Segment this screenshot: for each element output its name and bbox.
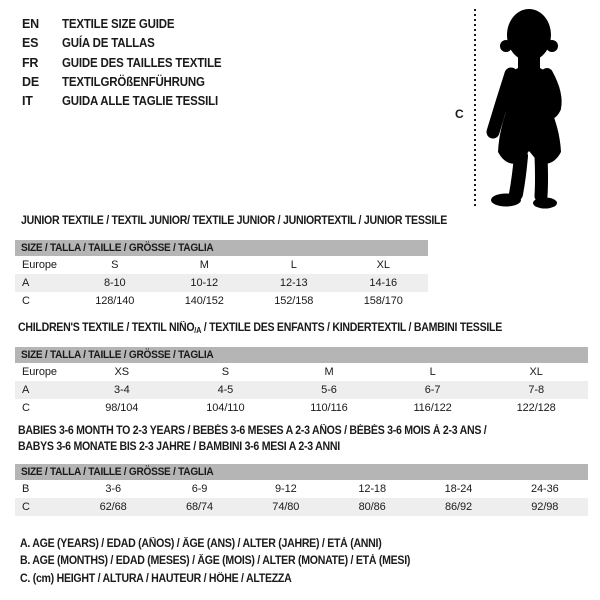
value-cell: 6-7	[424, 384, 441, 396]
footnote-legend	[20, 536, 444, 588]
size-header-bar	[15, 464, 588, 480]
table-row-europe	[15, 363, 588, 381]
value-cell: 5-6	[321, 384, 337, 396]
language-title: TEXTILE SIZE GUIDE	[62, 17, 175, 31]
table-row-age	[15, 274, 428, 292]
size-cell: L	[429, 366, 436, 378]
language-row-es	[22, 34, 235, 53]
value-cell: 12-13	[279, 277, 308, 289]
value-cell: 18-24	[444, 483, 473, 495]
children-title-post: / TEXTILE DES ENFANTS / KINDERTEXTIL / BAMBINI TESSILE	[201, 322, 503, 334]
language-row-fr	[22, 54, 235, 73]
size-header-bar	[15, 240, 428, 256]
section-title-babies-line2: BABYS 3-6 MONATE BIS 2-3 JAHRE / BAMBINI 3-6 MESI A 2-3 ANNI	[18, 440, 340, 453]
children-title-sub: /A	[194, 326, 202, 335]
value-cell: 110/116	[310, 402, 348, 414]
value-cell: 10-12	[190, 277, 219, 289]
size-cell: S	[221, 366, 230, 378]
size-cell: L	[290, 259, 297, 271]
value-cell: 3-4	[113, 384, 130, 396]
language-title-list	[22, 15, 235, 111]
section-title-babies	[18, 424, 527, 455]
value-cell: 104/110	[206, 402, 245, 414]
table-row-months	[15, 480, 588, 498]
babies-size-table	[15, 464, 588, 516]
height-measure-label: C	[455, 107, 464, 121]
language-title: TEXTILGRÖßENFÜHRUNG	[62, 74, 205, 89]
section-title-babies-line1: BABIES 3-6 MONTH TO 2-3 YEARS / BEBÉS 3-6 MESES A 2-3 AÑOS / BÉBÉS 3-6 MOIS À 2-3 ANS /	[18, 425, 487, 437]
value-cell: 140/152	[184, 295, 224, 307]
value-cell: 74/80	[272, 501, 300, 513]
row-label: C	[22, 295, 30, 307]
table-row-europe	[15, 256, 428, 274]
footnote-c	[20, 571, 444, 588]
row-label: C	[22, 402, 30, 414]
footnote-a	[20, 536, 444, 553]
value-cell: 128/140	[95, 295, 135, 307]
footnote-a-text: A. AGE (YEARS) / EDAD (AÑOS) / ÂGE (ANS) / ALTER (JAHRE) / ETÀ (ANNI)	[20, 538, 382, 550]
row-label: A	[22, 384, 30, 396]
value-cell: 3-6	[105, 483, 121, 495]
language-row-en	[22, 15, 235, 34]
children-title-pre: CHILDREN'S TEXTILE / TEXTIL NIÑO	[18, 322, 195, 334]
row-label: A	[22, 277, 30, 289]
footnote-c-text: C. (cm) HEIGHT / ALTURA / HAUTEUR / HÖHE / ALTEZZA	[20, 572, 292, 585]
size-cell: M	[324, 366, 334, 378]
size-cell: XS	[114, 366, 130, 378]
size-header-bar	[15, 347, 588, 363]
value-cell: 86/92	[444, 501, 472, 513]
junior-size-table	[15, 240, 428, 310]
language-row-it	[22, 92, 235, 111]
value-cell: 62/68	[99, 501, 127, 513]
value-cell: 158/170	[363, 295, 403, 307]
value-cell: 98/104	[105, 402, 139, 414]
table-row-height	[15, 399, 588, 417]
language-code: FR	[22, 55, 39, 70]
section-title-children	[18, 322, 544, 335]
section-title-junior	[21, 215, 484, 227]
size-header-label: SIZE / TALLA / TAILLE / GRÖSSE / TAGLIA	[21, 242, 214, 254]
table-row-height	[15, 498, 588, 516]
children-size-table	[15, 347, 588, 417]
value-cell: 68/74	[185, 501, 213, 513]
language-title: GUIDE DES TAILLES TEXTILE	[62, 55, 222, 70]
size-cell: M	[199, 259, 209, 271]
value-cell: 116/122	[413, 402, 452, 414]
value-cell: 24-36	[530, 483, 559, 495]
height-measure-dashed-line	[474, 9, 476, 206]
row-label: B	[22, 483, 30, 495]
value-cell: 12-18	[358, 483, 386, 495]
footnote-b	[20, 553, 444, 570]
language-code: ES	[22, 36, 39, 51]
language-code: DE	[22, 74, 39, 89]
value-cell: 92/98	[531, 501, 559, 513]
language-row-de	[22, 73, 235, 92]
table-row-age	[15, 381, 588, 399]
value-cell: 9-12	[275, 483, 297, 495]
footnote-b-text: B. AGE (MONTHS) / EDAD (MESES) / ÂGE (MOIS) / ALTER (MONATE) / ETÀ (MESI)	[20, 555, 411, 568]
language-title: GUIDA ALLE TAGLIE TESSILI	[62, 94, 218, 109]
value-cell: 152/158	[274, 295, 314, 307]
value-cell: 14-16	[369, 277, 398, 289]
value-cell: 122/128	[516, 402, 556, 414]
size-cell: S	[111, 259, 119, 271]
value-cell: 7-8	[528, 384, 544, 396]
section-title-junior-text: JUNIOR TEXTILE / TEXTIL JUNIOR/ TEXTILE JUNIOR / JUNIORTEXTIL / JUNIOR TESSILE	[21, 215, 448, 227]
size-cell: XL	[376, 259, 390, 271]
row-label: C	[22, 501, 30, 513]
row-label: Europe	[22, 366, 57, 378]
value-cell: 8-10	[103, 277, 126, 289]
value-cell: 80/86	[358, 501, 386, 513]
size-header-label: SIZE / TALLA / TAILLE / GRÖSSE / TAGLIA	[21, 349, 214, 361]
value-cell: 4-5	[217, 384, 234, 396]
section-title-children-text	[18, 322, 502, 335]
table-row-height	[15, 292, 428, 310]
value-cell: 6-9	[191, 483, 208, 495]
size-header-label: SIZE / TALLA / TAILLE / GRÖSSE / TAGLIA	[21, 466, 214, 478]
toddler-silhouette-image	[480, 6, 575, 210]
language-title: GUÍA DE TALLAS	[62, 36, 155, 51]
size-cell: XL	[529, 366, 543, 378]
row-label: Europe	[22, 259, 57, 271]
language-code: EN	[22, 17, 39, 31]
language-code: IT	[22, 94, 33, 109]
